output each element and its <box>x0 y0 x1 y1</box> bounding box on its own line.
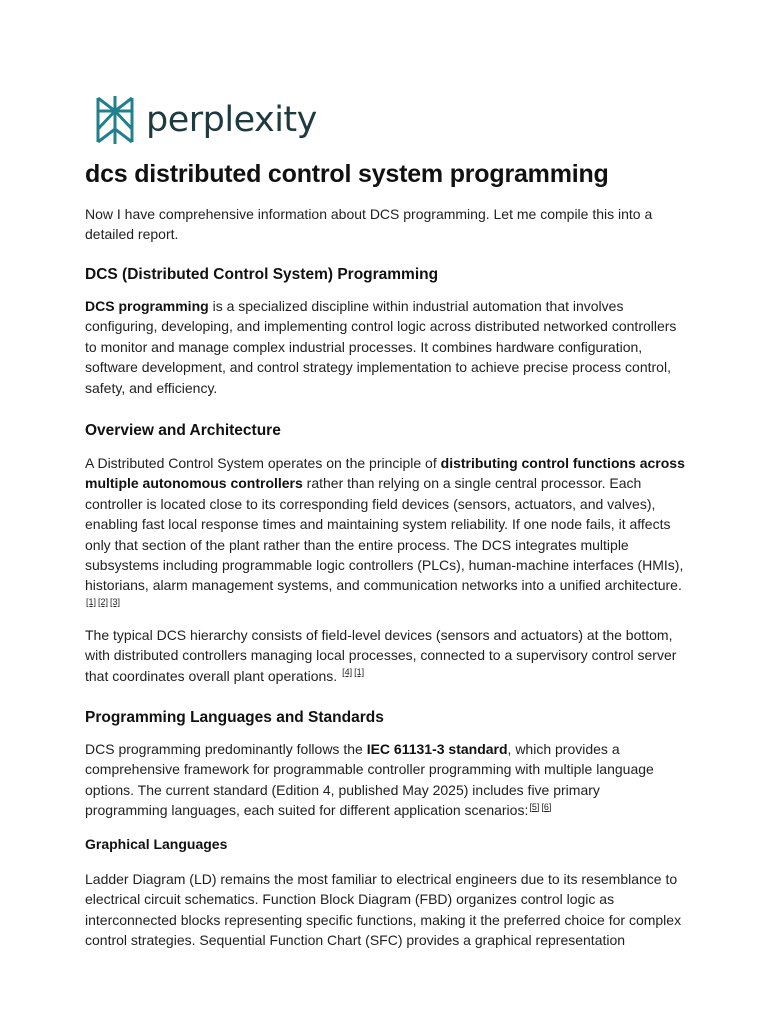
definition-paragraph <box>85 296 685 398</box>
brand-wordmark: perplexity <box>146 99 317 140</box>
overview-text-2 <box>85 625 685 686</box>
graphical-heading: Graphical Languages <box>85 836 228 852</box>
overview-heading-block <box>85 422 685 440</box>
intro-text: Now I have comprehensive information about DCS programming. Let me compile this into a detailed report. <box>85 206 653 243</box>
main-heading-block <box>85 266 685 284</box>
definition-bold: DCS programming <box>85 298 209 314</box>
citation-link[interactable]: [4] <box>342 667 353 678</box>
citation-link[interactable]: [2] <box>98 597 109 608</box>
overview-p2: The typical DCS hierarchy consists of field-level devices (sensors and actuators) at the bottom, with distributed controllers managing local processes, connected to a supervisory control server that coordinates overall plant operations. <box>85 627 677 684</box>
brand-logo <box>94 94 317 146</box>
languages-heading: Programming Languages and Standards <box>85 709 384 726</box>
overview-p1-bold: distributing control functions across multiple autonomous controllers <box>85 455 685 492</box>
languages-p1-b: , which provides a comprehensive framework for programmable controller programming with multiple language options. The current standard (Edition 4, published May 2025) includes five primary programming languages, each suited for different application scenarios: <box>85 741 654 819</box>
citation-group <box>86 597 122 607</box>
citation-link[interactable]: [3] <box>110 597 121 608</box>
citation-group <box>342 667 366 677</box>
citation-link[interactable]: [5] <box>529 801 540 812</box>
citation-group <box>529 802 553 812</box>
overview-p1-b: rather than relying on a single central processor. Each controller is located close to its corresponding field devices (sensors, actuators, and valves), enabling fast local response times and maintaining system reliability. If one node fails, it affects only that section of the plant rather than the entire process. The DCS integrates multiple subsystems including programmable logic controllers (PLCs), human-machine interfaces (HMIs), historians, alarm management systems, and communication networks into a unified architecture. <box>85 475 684 594</box>
citation-link[interactable]: [1] <box>86 597 97 608</box>
graphical-paragraph <box>85 869 685 951</box>
intro-paragraph <box>85 204 685 245</box>
page-title: dcs distributed control system programming <box>85 160 609 188</box>
overview-p1-a: A Distributed Control System operates on the principle of <box>85 455 441 471</box>
languages-paragraph <box>85 739 685 821</box>
perplexity-logo-icon <box>94 94 136 146</box>
overview-paragraph-2 <box>85 625 685 686</box>
main-section-heading: DCS (Distributed Control System) Programming <box>85 266 439 283</box>
languages-p1-a: DCS programming predominantly follows the <box>85 741 367 757</box>
overview-text-1 <box>85 453 685 616</box>
citation-link[interactable]: [6] <box>541 801 552 812</box>
citation-link[interactable]: [1] <box>354 667 365 678</box>
languages-text <box>85 739 685 821</box>
graphical-text: Ladder Diagram (LD) remains the most familiar to electrical engineers due to its resemblance to electrical circuit schematics. Function Block Diagram (FBD) organizes control logic as interconnected blocks representing specific functions, making it the preferred choice for complex control strategies. Sequential Function Chart (SFC) provides a graphical representation <box>85 871 682 949</box>
languages-heading-block <box>85 709 685 727</box>
overview-heading: Overview and Architecture <box>85 422 281 439</box>
languages-p1-bold: IEC 61131-3 standard <box>366 741 508 757</box>
overview-paragraph-1 <box>85 453 685 616</box>
definition-rest: is a specialized discipline within industrial automation that involves configuring, developing, and implementing control logic across distributed networked controllers to monitor and manage complex industrial processes. It combines hardware configuration, software development, and control strategy implementation to achieve precise process control, safety, and efficiency. <box>85 298 677 396</box>
definition-text <box>85 296 685 398</box>
graphical-heading-block <box>85 836 685 852</box>
